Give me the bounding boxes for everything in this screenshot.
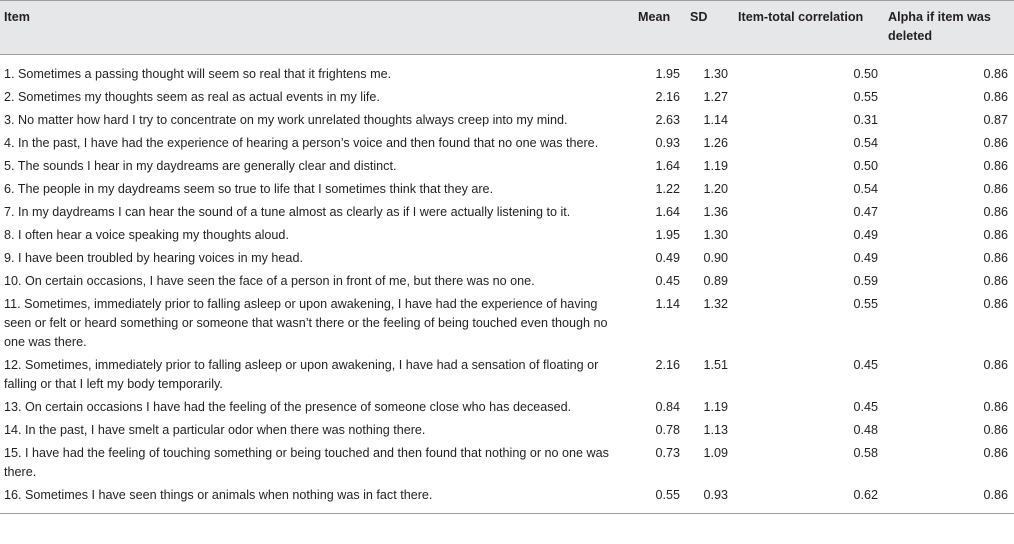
cell-sd: 0.89 xyxy=(703,274,728,288)
cell-sd: 1.51 xyxy=(703,358,728,372)
cell-alpha-if-deleted: 0.86 xyxy=(983,251,1008,265)
table-row xyxy=(0,249,1014,272)
cell-alpha-if-deleted: 0.86 xyxy=(983,90,1008,104)
table-row xyxy=(0,111,1014,134)
cell-mean: 2.16 xyxy=(655,358,680,372)
cell-sd: 1.30 xyxy=(703,67,728,81)
cell-mean: 1.95 xyxy=(655,228,680,242)
cell-item: 13. On certain occasions I have had the feeling of the presence of someone close who has deceased. xyxy=(4,400,572,414)
cell-alpha-if-deleted: 0.86 xyxy=(983,182,1008,196)
cell-item-total-correlation: 0.55 xyxy=(853,90,878,104)
cell-mean: 0.78 xyxy=(655,423,680,437)
cell-alpha-if-deleted: 0.86 xyxy=(983,205,1008,219)
cell-item: 2. Sometimes my thoughts seem as real as actual events in my life. xyxy=(4,90,380,104)
cell-alpha-if-deleted: 0.86 xyxy=(983,159,1008,173)
cell-alpha-if-deleted: 0.86 xyxy=(983,358,1008,372)
cell-item: 9. I have been troubled by hearing voices in my head. xyxy=(4,251,303,265)
cell-alpha-if-deleted: 0.87 xyxy=(983,113,1008,127)
cell-item: 10. On certain occasions, I have seen the face of a person in front of me, but there was no one. xyxy=(4,274,535,288)
cell-alpha-if-deleted: 0.86 xyxy=(983,488,1008,502)
cell-item-total-correlation: 0.49 xyxy=(853,228,878,242)
header-alpha-if-deleted: Alpha if item was deleted xyxy=(888,10,991,43)
cell-mean: 1.14 xyxy=(655,297,680,311)
cell-mean: 0.49 xyxy=(655,251,680,265)
table-body xyxy=(0,55,1014,514)
cell-item: 8. I often hear a voice speaking my thoughts aloud. xyxy=(4,228,289,242)
cell-sd: 1.26 xyxy=(703,136,728,150)
cell-item-total-correlation: 0.47 xyxy=(853,205,878,219)
cell-item: 12. Sometimes, immediately prior to falling asleep or upon awakening, I have had a sensation of floating or falling or that I left my body temporarily. xyxy=(4,358,599,391)
cell-mean: 0.45 xyxy=(655,274,680,288)
cell-sd: 1.20 xyxy=(703,182,728,196)
cell-item-total-correlation: 0.50 xyxy=(853,67,878,81)
cell-mean: 0.55 xyxy=(655,488,680,502)
cell-mean: 2.16 xyxy=(655,90,680,104)
cell-item: 4. In the past, I have had the experience of hearing a person’s voice and then found that no one was there. xyxy=(4,136,599,150)
cell-item: 11. Sometimes, immediately prior to falling asleep or upon awakening, I have had the experience of having seen or felt or heard something or someone that wasn’t there or the feeling of being touched even though no one was there. xyxy=(4,297,608,349)
cell-item: 16. Sometimes I have seen things or animals when nothing was in fact there. xyxy=(4,488,433,502)
cell-sd: 1.32 xyxy=(703,297,728,311)
table-row xyxy=(0,295,1014,356)
table-row xyxy=(0,88,1014,111)
cell-alpha-if-deleted: 0.86 xyxy=(983,274,1008,288)
table-row xyxy=(0,398,1014,421)
cell-mean: 0.93 xyxy=(655,136,680,150)
cell-item-total-correlation: 0.54 xyxy=(853,136,878,150)
cell-item-total-correlation: 0.45 xyxy=(853,358,878,372)
cell-sd: 0.90 xyxy=(703,251,728,265)
cell-item-total-correlation: 0.58 xyxy=(853,446,878,460)
cell-item-total-correlation: 0.48 xyxy=(853,423,878,437)
cell-item-total-correlation: 0.54 xyxy=(853,182,878,196)
table-row xyxy=(0,157,1014,180)
header-mean: Mean xyxy=(638,10,671,24)
cell-mean: 1.95 xyxy=(655,67,680,81)
cell-alpha-if-deleted: 0.86 xyxy=(983,446,1008,460)
header-sd: SD xyxy=(690,10,708,24)
cell-mean: 0.84 xyxy=(655,400,680,414)
cell-mean: 1.64 xyxy=(655,159,680,173)
cell-alpha-if-deleted: 0.86 xyxy=(983,297,1008,311)
cell-item: 14. In the past, I have smelt a particular odor when there was nothing there. xyxy=(4,423,426,437)
header-item: Item xyxy=(4,10,30,24)
cell-item-total-correlation: 0.49 xyxy=(853,251,878,265)
cell-item: 3. No matter how hard I try to concentrate on my work unrelated thoughts always creep into my mind. xyxy=(4,113,568,127)
cell-mean: 2.63 xyxy=(655,113,680,127)
cell-sd: 1.19 xyxy=(703,400,728,414)
cell-sd: 0.93 xyxy=(703,488,728,502)
cell-item-total-correlation: 0.55 xyxy=(853,297,878,311)
cell-item: 15. I have had the feeling of touching something or being touched and then found that nothing or no one was there. xyxy=(4,446,609,479)
cell-mean: 1.22 xyxy=(655,182,680,196)
cell-sd: 1.13 xyxy=(703,423,728,437)
header-item-total-correlation: Item-total correlation xyxy=(738,10,864,24)
cell-item: 5. The sounds I hear in my daydreams are generally clear and distinct. xyxy=(4,159,397,173)
cell-item-total-correlation: 0.59 xyxy=(853,274,878,288)
cell-sd: 1.36 xyxy=(703,205,728,219)
cell-sd: 1.14 xyxy=(703,113,728,127)
table-header-row xyxy=(0,1,1014,55)
cell-sd: 1.09 xyxy=(703,446,728,460)
cell-sd: 1.19 xyxy=(703,159,728,173)
cell-alpha-if-deleted: 0.86 xyxy=(983,400,1008,414)
cell-alpha-if-deleted: 0.86 xyxy=(983,423,1008,437)
cell-alpha-if-deleted: 0.86 xyxy=(983,136,1008,150)
table-row xyxy=(0,486,1014,514)
cell-item: 7. In my daydreams I can hear the sound of a tune almost as clearly as if I were actually listening to it. xyxy=(4,205,571,219)
cell-alpha-if-deleted: 0.86 xyxy=(983,228,1008,242)
cell-alpha-if-deleted: 0.86 xyxy=(983,67,1008,81)
table-row xyxy=(0,272,1014,295)
cell-item-total-correlation: 0.50 xyxy=(853,159,878,173)
cell-mean: 1.64 xyxy=(655,205,680,219)
table-row xyxy=(0,356,1014,398)
cell-sd: 1.27 xyxy=(703,90,728,104)
table-row xyxy=(0,180,1014,203)
table-row xyxy=(0,55,1014,89)
cell-item-total-correlation: 0.45 xyxy=(853,400,878,414)
cell-mean: 0.73 xyxy=(655,446,680,460)
table-row xyxy=(0,444,1014,486)
table-row xyxy=(0,226,1014,249)
cell-item: 1. Sometimes a passing thought will seem so real that it frightens me. xyxy=(4,67,392,81)
table-row xyxy=(0,134,1014,157)
table-row xyxy=(0,203,1014,226)
cell-sd: 1.30 xyxy=(703,228,728,242)
cell-item-total-correlation: 0.31 xyxy=(853,113,878,127)
table-row xyxy=(0,421,1014,444)
cell-item: 6. The people in my daydreams seem so true to life that I sometimes think that they are. xyxy=(4,182,494,196)
cell-item-total-correlation: 0.62 xyxy=(853,488,878,502)
